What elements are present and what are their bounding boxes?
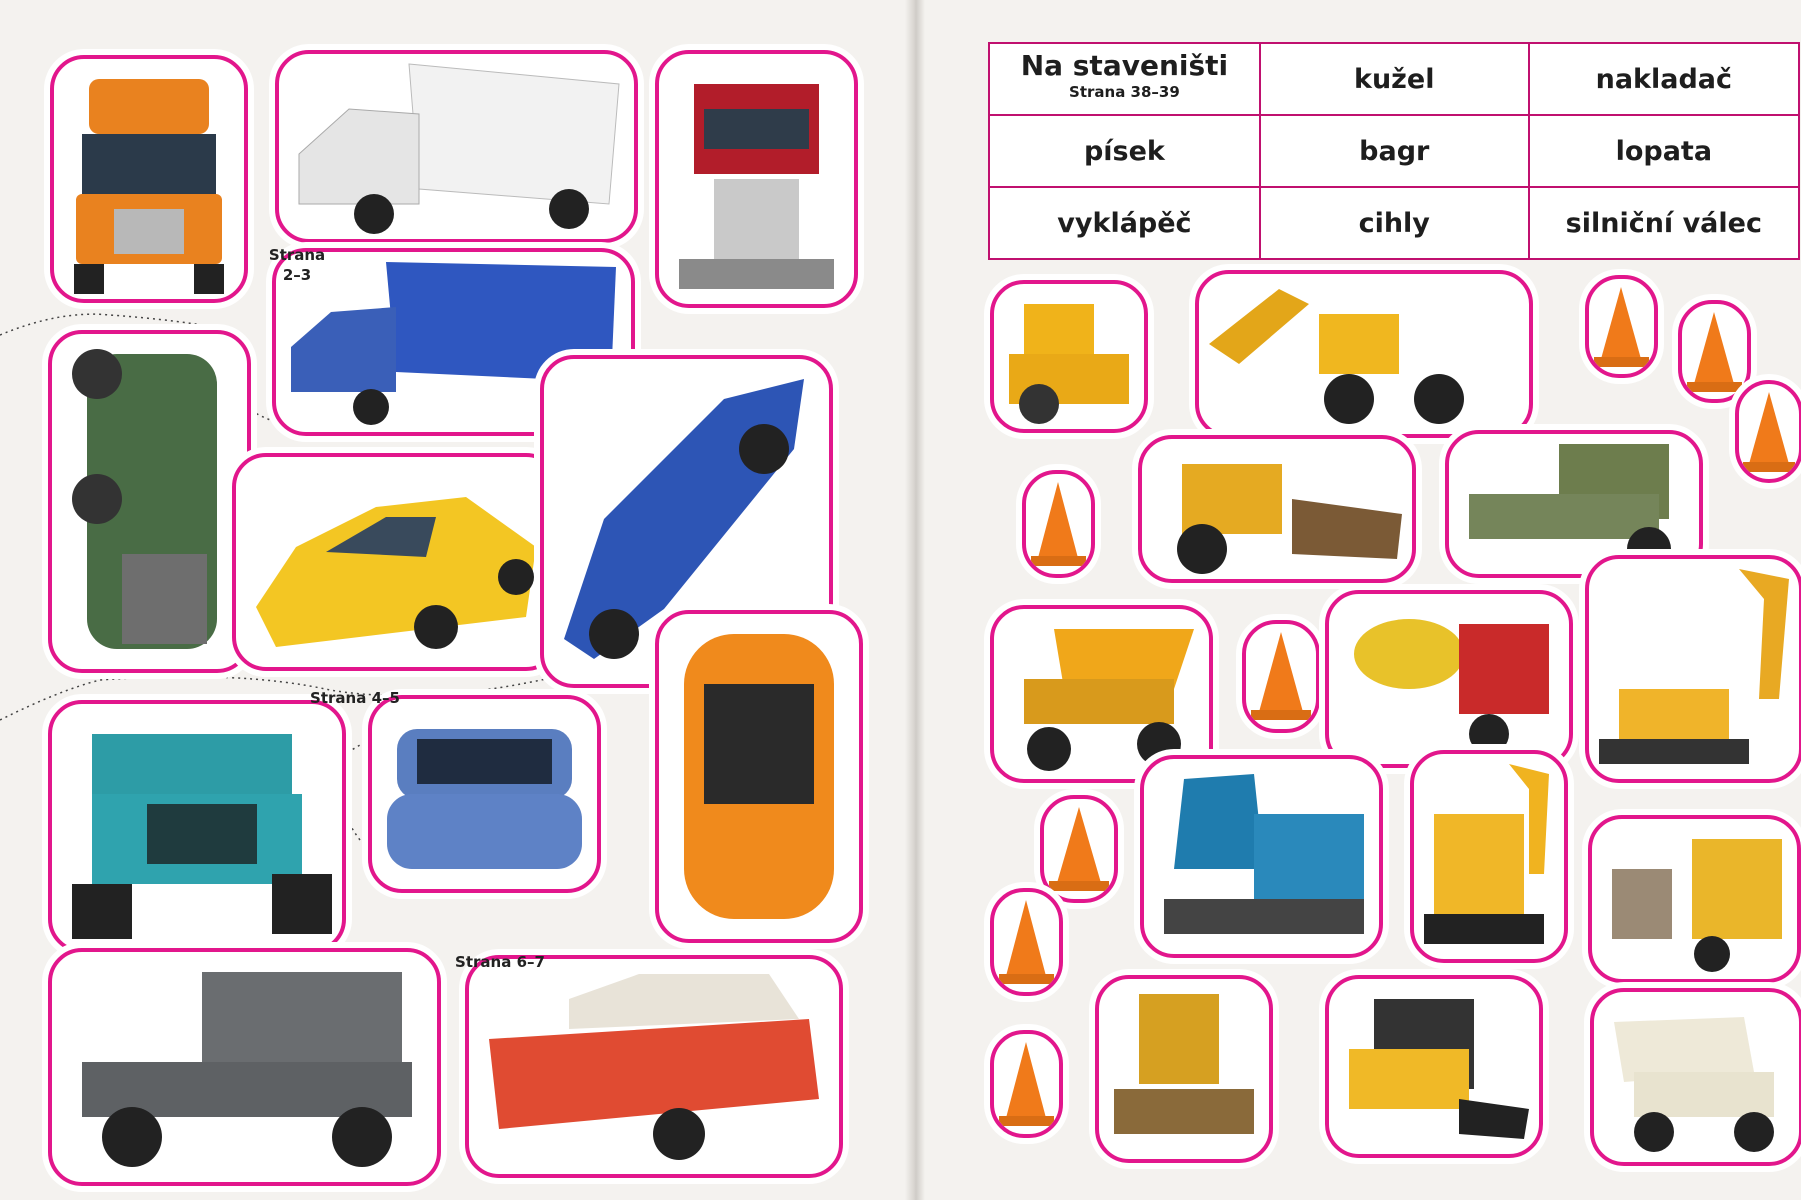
word-cell: nakladač xyxy=(1529,43,1799,115)
orange-sports-car-sticker[interactable] xyxy=(655,610,863,943)
table-title-cell xyxy=(989,43,1260,115)
forklift-sticker[interactable] xyxy=(1588,815,1801,983)
cement-mixer-truck-sticker[interactable] xyxy=(1325,590,1573,768)
table-subtitle: Strana 38–39 xyxy=(1069,83,1180,101)
mini-excavator-sticker[interactable] xyxy=(1410,750,1568,963)
excavator-sticker[interactable] xyxy=(1585,555,1801,783)
label-pages-2-3: Strana 2–3 xyxy=(268,246,326,284)
cone-sticker-5[interactable] xyxy=(1242,620,1320,733)
red-classic-car-sticker[interactable] xyxy=(465,955,843,1178)
word-cell: bagr xyxy=(1260,115,1529,187)
blue-mining-excavator-sticker[interactable] xyxy=(1140,755,1383,958)
cone-sticker-8[interactable] xyxy=(990,1030,1063,1138)
red-semi-truck-sticker[interactable] xyxy=(655,50,858,308)
road-roller-sticker[interactable] xyxy=(990,280,1148,433)
backhoe-loader-sticker[interactable] xyxy=(1195,270,1533,438)
skid-steer-sticker[interactable] xyxy=(1325,975,1543,1158)
teal-jeep-sticker[interactable] xyxy=(48,700,346,953)
cone-sticker-2[interactable] xyxy=(1678,300,1751,403)
cone-sticker-7[interactable] xyxy=(990,888,1063,996)
word-cell: silniční válec xyxy=(1529,187,1799,259)
yellow-taxi-sticker[interactable] xyxy=(232,453,560,671)
cone-sticker-3[interactable] xyxy=(1735,380,1801,483)
cone-sticker-4[interactable] xyxy=(1022,470,1095,578)
orange-truck-sticker[interactable] xyxy=(50,55,248,303)
word-cell: vyklápěč xyxy=(989,187,1260,259)
white-dumper-sticker[interactable] xyxy=(1590,988,1801,1166)
cone-sticker-1[interactable] xyxy=(1585,275,1658,378)
front-loader-sticker[interactable] xyxy=(1095,975,1273,1163)
word-cell: kužel xyxy=(1260,43,1529,115)
table-title: Na staveništi xyxy=(1020,49,1229,82)
white-box-truck-sticker[interactable] xyxy=(275,50,638,243)
blue-mini-sticker[interactable] xyxy=(368,695,601,893)
word-cell: lopata xyxy=(1529,115,1799,187)
wheel-loader-sticker[interactable] xyxy=(1138,435,1416,583)
label-pages-4-5: Strana 4–5 xyxy=(310,689,400,707)
cone-sticker-6[interactable] xyxy=(1040,795,1118,903)
green-suv-sticker[interactable] xyxy=(48,330,251,673)
word-cell: písek xyxy=(989,115,1260,187)
vintage-car-sticker[interactable] xyxy=(48,948,441,1186)
vocabulary-table xyxy=(988,42,1800,260)
word-cell: cihly xyxy=(1260,187,1529,259)
label-pages-6-7: Strana 6–7 xyxy=(455,953,545,971)
